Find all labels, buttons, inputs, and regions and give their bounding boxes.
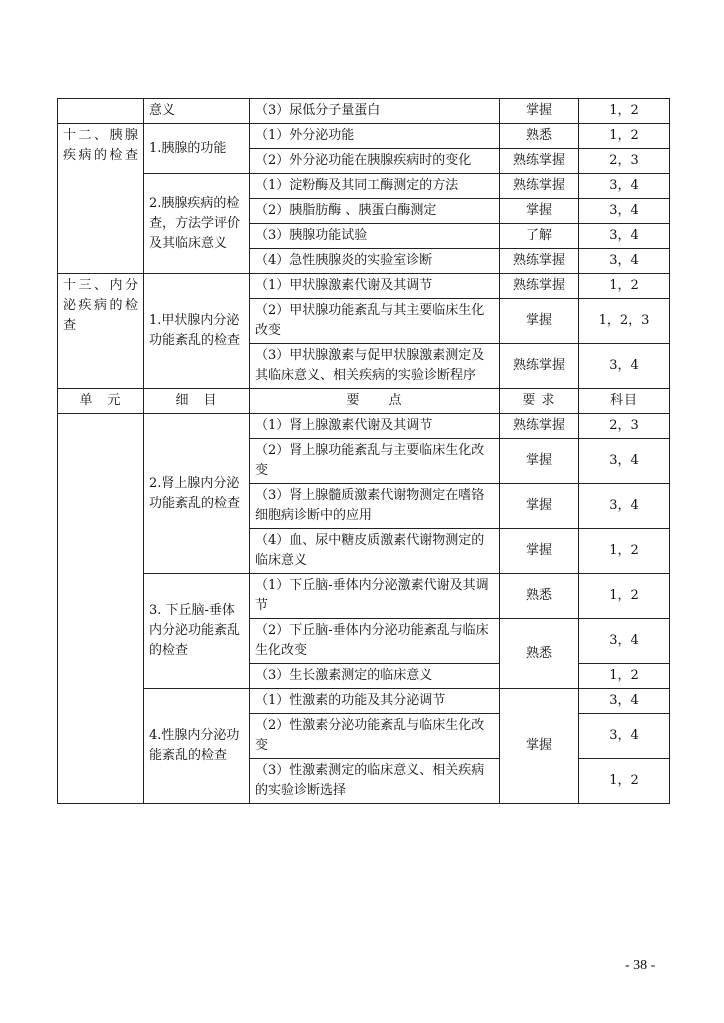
requirement-cell: 熟练掌握 (500, 149, 579, 174)
subject-cell: 1，2 (579, 664, 670, 689)
requirement-cell: 熟练掌握 (500, 274, 579, 299)
requirement-cell: 熟练掌握 (500, 249, 579, 274)
table-row (58, 99, 670, 124)
table-row (58, 574, 670, 619)
point-cell: （1）下丘脑-垂体内分泌激素代谢及其调节 (250, 574, 500, 619)
point-cell: （1）外分泌功能 (250, 124, 500, 149)
detail-cell: 2.胰腺疾病的检查，方法学评价及其临床意义 (144, 174, 250, 274)
subject-cell: 1，2 (579, 124, 670, 149)
subject-cell: 3，4 (579, 714, 670, 759)
point-cell: （2）性激素分泌功能紊乱与临床生化改变 (250, 714, 500, 759)
requirement-cell: 掌握 (500, 199, 579, 224)
point-cell: （3）肾上腺髓质激素代谢物测定在嗜铬细胞病诊断中的应用 (250, 484, 500, 529)
detail-cell: 2.肾上腺内分泌功能紊乱的检查 (144, 414, 250, 574)
point-cell: （3）生长激素测定的临床意义 (250, 664, 500, 689)
subject-cell: 3，4 (579, 199, 670, 224)
unit-cell (58, 99, 144, 124)
requirement-cell: 掌握 (500, 529, 579, 574)
subject-cell: 3，4 (579, 224, 670, 249)
detail-cell: 4.性腺内分泌功能紊乱的检查 (144, 689, 250, 804)
detail-cell: 意义 (144, 99, 250, 124)
point-cell: （2）下丘脑-垂体内分泌功能紊乱与临床生化改变 (250, 619, 500, 664)
syllabus-table (57, 98, 670, 804)
detail-cell: 1.胰腺的功能 (144, 124, 250, 174)
subject-cell: 3，4 (579, 249, 670, 274)
table-row (58, 689, 670, 714)
subject-cell: 3，4 (579, 689, 670, 714)
point-cell: （1）甲状腺激素代谢及其调节 (250, 274, 500, 299)
header-unit: 单 元 (58, 389, 144, 414)
requirement-cell: 掌握 (500, 484, 579, 529)
unit-cell: 十二、胰腺疾病的检查 (58, 124, 144, 274)
page-number: - 38 - (625, 958, 656, 973)
requirement-cell: 熟悉 (500, 124, 579, 149)
point-cell: （1）肾上腺激素代谢及其调节 (250, 414, 500, 439)
requirement-cell: 了解 (500, 224, 579, 249)
subject-cell: 1，2 (579, 759, 670, 804)
point-cell: （4）急性胰腺炎的实验室诊断 (250, 249, 500, 274)
detail-cell: 3. 下丘脑-垂体内分泌功能紊乱的检查 (144, 574, 250, 689)
point-cell: （3）胰腺功能试验 (250, 224, 500, 249)
subject-cell: 3，4 (579, 344, 670, 389)
point-cell: （2）肾上腺功能紊乱与主要临床生化改变 (250, 439, 500, 484)
subject-cell: 2，3 (579, 149, 670, 174)
subject-cell: 3，4 (579, 174, 670, 199)
point-cell: （4）血、尿中糖皮质激素代谢物测定的临床意义 (250, 529, 500, 574)
point-cell: （2）外分泌功能在胰腺疾病时的变化 (250, 149, 500, 174)
point-cell: （3）甲状腺激素与促甲状腺激素测定及其临床意义、相关疾病的实验诊断程序 (250, 344, 500, 389)
header-point: 要 点 (250, 389, 500, 414)
subject-cell: 1，2 (579, 274, 670, 299)
point-cell: （2）胰脂肪酶 、胰蛋白酶测定 (250, 199, 500, 224)
header-requirement: 要 求 (500, 389, 579, 414)
subject-cell: 1，2，3 (579, 299, 670, 344)
subject-cell: 3，4 (579, 619, 670, 664)
subject-cell: 1，2 (579, 99, 670, 124)
subject-cell: 3，4 (579, 439, 670, 484)
subject-cell: 3，4 (579, 484, 670, 529)
subject-cell: 1，2 (579, 529, 670, 574)
requirement-cell: 掌握 (500, 439, 579, 484)
unit-cell: 十三、内分泌疾病的检查 (58, 274, 144, 389)
requirement-cell: 熟练掌握 (500, 174, 579, 199)
requirement-cell: 熟练掌握 (500, 344, 579, 389)
point-cell: （1）淀粉酶及其同工酶测定的方法 (250, 174, 500, 199)
unit-cell (58, 414, 144, 804)
requirement-cell: 熟悉 (500, 574, 579, 619)
table-row (58, 274, 670, 299)
table-row (58, 124, 670, 149)
point-cell: （3）性激素测定的临床意义、相关疾病的实验诊断选择 (250, 759, 500, 804)
header-row (58, 389, 670, 414)
requirement-cell: 掌握 (500, 689, 579, 804)
requirement-cell: 熟练掌握 (500, 414, 579, 439)
table-row (58, 414, 670, 439)
header-detail: 细 目 (144, 389, 250, 414)
requirement-cell: 掌握 (500, 99, 579, 124)
point-cell: （3）尿低分子量蛋白 (250, 99, 500, 124)
table-row (58, 174, 670, 199)
point-cell: （1）性激素的功能及其分泌调节 (250, 689, 500, 714)
detail-cell: 1.甲状腺内分泌功能紊乱的检查 (144, 274, 250, 389)
requirement-cell: 掌握 (500, 299, 579, 344)
header-subject: 科目 (579, 389, 670, 414)
point-cell: （2）甲状腺功能紊乱与其主要临床生化改变 (250, 299, 500, 344)
subject-cell: 2，3 (579, 414, 670, 439)
subject-cell: 1，2 (579, 574, 670, 619)
requirement-cell: 熟悉 (500, 619, 579, 689)
